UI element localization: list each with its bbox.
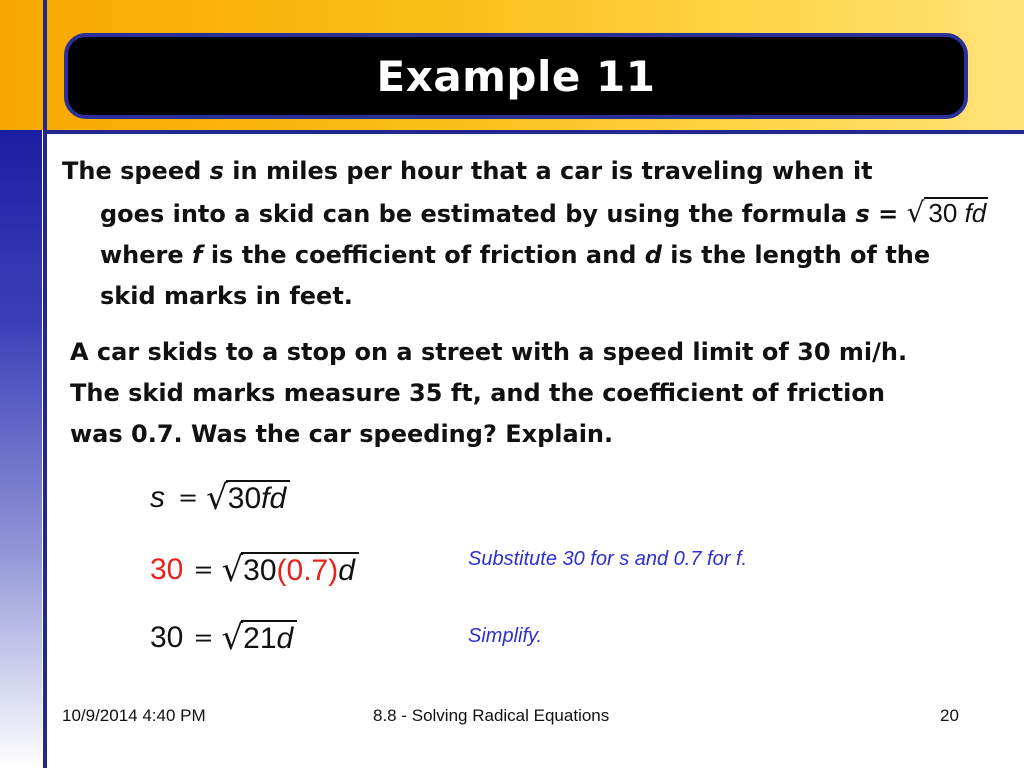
- slide-number: 20: [940, 706, 959, 725]
- footer-title: 8.8 - Solving Radical Equations: [373, 706, 610, 725]
- inline-formula: √ 30 fd: [906, 196, 987, 229]
- left-decor-bar: [0, 130, 42, 768]
- problem-intro: [62, 151, 1022, 317]
- slide-title: Example 11: [376, 51, 656, 101]
- radical-icon: √: [206, 478, 228, 518]
- intro-line-2: goes into a skid can be estimated by using the formula s = √ 30 fd: [100, 196, 987, 229]
- question-line-2: The skid marks measure 35 ft, and the coefficient of friction: [70, 379, 885, 407]
- vertical-rule: [43, 0, 47, 768]
- step-note-simplify: Simplify.: [468, 625, 543, 647]
- intro-line-1: The speed s in miles per hour that a car is traveling when it: [62, 157, 873, 185]
- footer-date: 10/9/2014 4:40 PM: [62, 706, 206, 725]
- intro-line-4: skid marks in feet.: [100, 282, 353, 310]
- problem-question: [70, 332, 1010, 455]
- intro-line-3: where f is the coefficient of friction and d is the length of the: [100, 241, 931, 269]
- equation-1: s = √ 30fd: [150, 478, 290, 518]
- question-line-3: was 0.7. Was the car speeding? Explain.: [70, 420, 614, 448]
- equation-2: 30 = √ 30(0.7)d: [150, 550, 359, 590]
- question-line-1: A car skids to a stop on a street with a speed limit of 30 mi/h.: [70, 338, 908, 366]
- title-box: [64, 33, 968, 119]
- equation-3: 30 = √ 21d: [150, 618, 297, 658]
- radical-icon: √: [221, 618, 244, 658]
- radical-icon: √: [221, 550, 244, 590]
- step-note-substitute: Substitute 30 for s and 0.7 for f.: [468, 548, 748, 570]
- horizontal-rule: [43, 130, 1024, 134]
